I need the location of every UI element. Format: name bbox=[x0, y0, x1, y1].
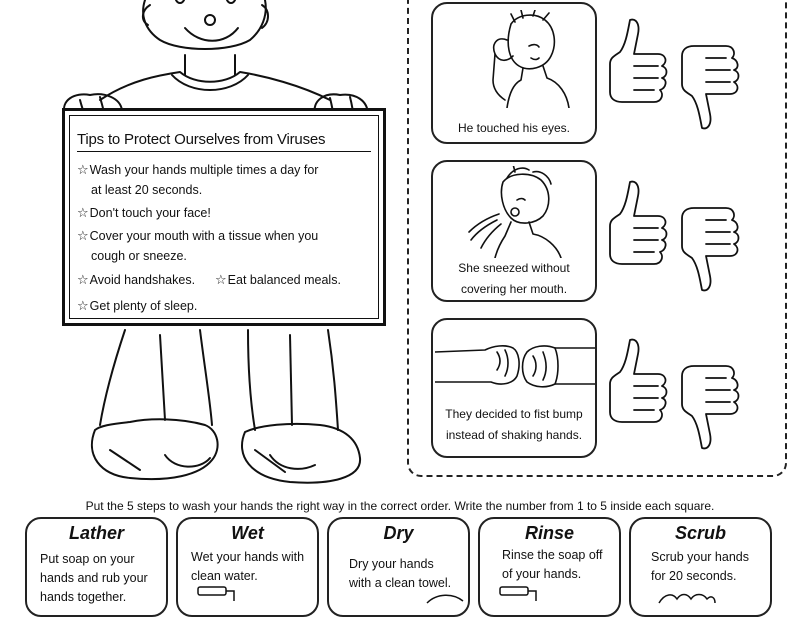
tip-item bbox=[91, 246, 187, 267]
tip-item bbox=[77, 202, 211, 224]
star-icon: ☆ bbox=[77, 228, 89, 243]
fist-bump-illustration bbox=[435, 334, 595, 394]
tip-item bbox=[91, 180, 202, 201]
step-text: for 20 seconds. bbox=[651, 569, 737, 583]
thumbs-up-icon bbox=[610, 20, 667, 102]
tip-item bbox=[77, 295, 197, 317]
towel-icon bbox=[425, 591, 465, 605]
tip-text: cough or sneeze. bbox=[91, 249, 187, 263]
step-title: Lather bbox=[68, 523, 124, 543]
scene-caption: She sneezed without bbox=[458, 261, 570, 275]
step-text: Wet your hands with bbox=[191, 550, 305, 564]
thumbs-up-down-row-3[interactable] bbox=[600, 334, 780, 454]
step-title: Dry bbox=[383, 523, 414, 543]
thumbs-up-down-row-1[interactable] bbox=[600, 14, 780, 134]
step-text: Rinse the soap off bbox=[502, 548, 603, 562]
step-text: Scrub your hands bbox=[651, 550, 749, 564]
sign-title: Tips to Protect Ourselves from Viruses bbox=[77, 131, 371, 152]
boy-touching-eyes-illustration bbox=[463, 10, 573, 108]
tips-sign bbox=[62, 108, 386, 326]
tip-item bbox=[215, 269, 341, 291]
thumbs-up-down-row-2[interactable] bbox=[600, 176, 780, 296]
scene-card-sneeze bbox=[431, 160, 597, 302]
step-card-scrub[interactable] bbox=[629, 517, 772, 617]
step-card-wet[interactable] bbox=[176, 517, 319, 617]
star-icon: ☆ bbox=[77, 272, 89, 287]
thumbs-up-icon bbox=[610, 340, 667, 422]
step-text: Put soap on your bbox=[40, 552, 135, 566]
scene-card-fistbump bbox=[431, 318, 597, 458]
star-icon: ☆ bbox=[215, 272, 227, 287]
tip-text: Cover your mouth with a tissue when you bbox=[89, 229, 319, 243]
tip-text: Wash your hands multiple times a day for bbox=[89, 163, 319, 177]
step-text: Dry your hands bbox=[349, 557, 434, 571]
tip-text: Get plenty of sleep. bbox=[89, 299, 198, 313]
scene-card-eyes bbox=[431, 2, 597, 144]
scene-caption: They decided to fist bump bbox=[445, 407, 583, 421]
thumbs-down-icon bbox=[682, 366, 739, 448]
instruction-text: Put the 5 steps to wash your hands the right way in the correct order. Write the number from 1 to 5 inside each square. bbox=[85, 499, 715, 513]
thumbs-up-icon bbox=[610, 182, 667, 264]
step-text: clean water. bbox=[191, 569, 258, 583]
tip-item bbox=[77, 225, 318, 247]
step-text: hands together. bbox=[40, 590, 127, 604]
step-text: hands and rub your bbox=[40, 571, 148, 585]
tip-text: Avoid handshakes. bbox=[89, 273, 196, 287]
faucet-icon bbox=[196, 585, 236, 605]
tip-text: Don't touch your face! bbox=[89, 206, 211, 220]
star-icon: ☆ bbox=[77, 298, 89, 313]
tip-text: at least 20 seconds. bbox=[91, 183, 203, 197]
step-card-lather[interactable] bbox=[25, 517, 168, 617]
step-title: Rinse bbox=[524, 523, 575, 543]
star-icon: ☆ bbox=[77, 205, 89, 220]
scene-caption: covering her mouth. bbox=[460, 282, 568, 296]
tip-item bbox=[77, 269, 195, 291]
star-icon: ☆ bbox=[77, 162, 89, 177]
scene-caption: He touched his eyes. bbox=[457, 121, 571, 135]
thumbs-down-icon bbox=[682, 208, 739, 290]
step-title: Wet bbox=[231, 523, 264, 543]
step-text: with a clean towel. bbox=[349, 576, 452, 590]
girl-sneezing-illustration bbox=[463, 166, 573, 258]
thumbs-down-icon bbox=[682, 46, 739, 128]
step-card-rinse[interactable] bbox=[478, 517, 621, 617]
scene-caption: instead of shaking hands. bbox=[445, 428, 583, 442]
faucet-icon bbox=[498, 585, 538, 605]
step-title: Scrub bbox=[674, 523, 726, 543]
step-card-dry[interactable] bbox=[327, 517, 470, 617]
tip-item bbox=[77, 159, 318, 181]
step-text: of your hands. bbox=[502, 567, 582, 581]
scrubbing-hands-icon bbox=[657, 589, 717, 605]
tip-text: Eat balanced meals. bbox=[227, 273, 341, 287]
